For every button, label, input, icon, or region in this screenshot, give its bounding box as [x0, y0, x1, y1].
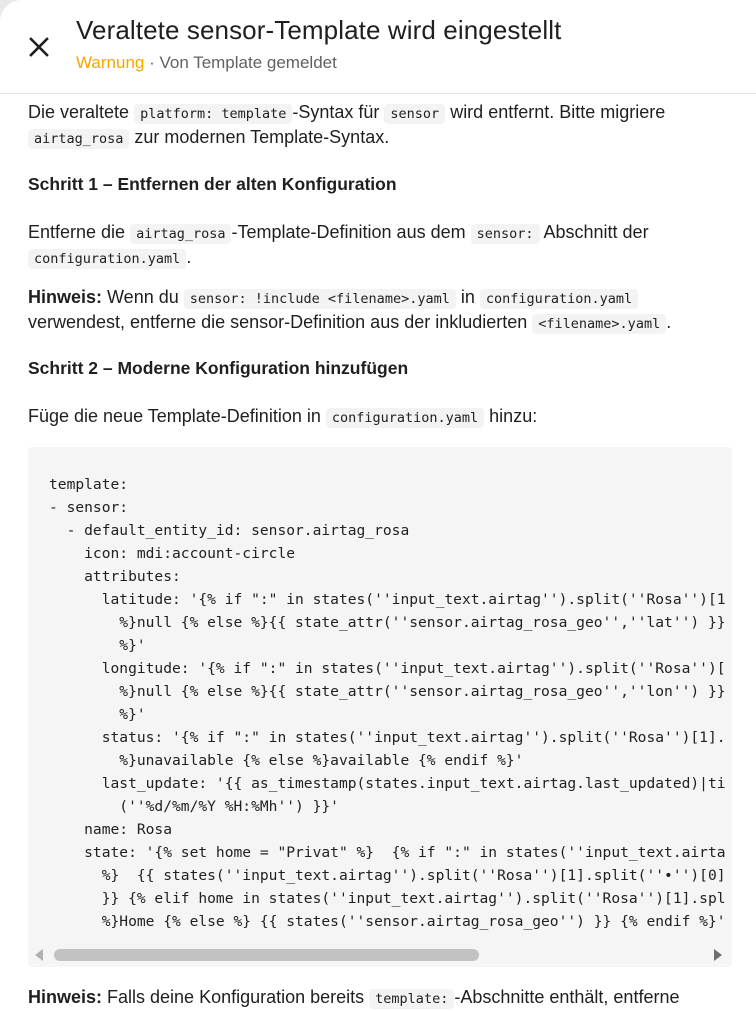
yaml-code — [49, 473, 726, 933]
code-line: (''%d/%m/%Y %H:%Mh'') }}' — [49, 798, 339, 815]
horizontal-scrollbar[interactable] — [0, 942, 732, 968]
issue-source: Von Template gemeldet — [159, 53, 337, 72]
code-line: }} {% elif home in states(''input_text.airtag'').split(''Rosa'')[1].spl — [49, 890, 726, 907]
inline-code: configuration.yaml — [28, 249, 186, 269]
code-line: template: — [49, 476, 129, 493]
step1-heading: Schritt 1 – Entfernen der alten Konfiguration — [28, 174, 397, 194]
code-line: %}null {% else %}{{ state_attr(''sensor.airtag_rosa_geo'',''lat'') }} — [49, 614, 726, 631]
inline-code: airtag_rosa — [28, 129, 129, 149]
scrollbar-thumb[interactable] — [54, 949, 479, 961]
step2-heading: Schritt 2 – Moderne Konfiguration hinzufügen — [28, 358, 409, 378]
dialog-subtitle — [76, 53, 337, 73]
inline-code: sensor: — [471, 224, 540, 244]
code-line: %}null {% else %}{{ state_attr(''sensor.airtag_rosa_geo'',''lon'') }} — [49, 683, 726, 700]
code-block[interactable] — [28, 447, 732, 967]
inline-code: sensor — [384, 104, 445, 124]
code-line: - default_entity_id: sensor.airtag_rosa — [49, 522, 410, 539]
note-label: Hinweis: — [28, 287, 103, 307]
inline-code: <filename>.yaml — [532, 314, 666, 334]
code-line: status: '{% if ":" in states(''input_text.airtag'').split(''Rosa'')[1]. — [49, 729, 726, 746]
code-line: %} {{ states(''input_text.airtag'').split(''Rosa'')[1].split(''•'')[0] — [49, 867, 726, 884]
inline-code: configuration.yaml — [480, 289, 638, 309]
step1-text: Entferne die airtag_rosa -Template-Definition aus dem sensor: Abschnitt der configuration.yaml . — [28, 222, 649, 267]
code-line: name: Rosa — [49, 821, 173, 838]
dialog-header — [0, 0, 756, 94]
code-line: state: '{% set home = "Privat" %} {% if ":" in states(''input_text.airta — [49, 844, 726, 861]
subtitle-separator: · — [144, 53, 160, 72]
note1-text: Hinweis: Wenn du sensor: !include <filename>.yaml in configuration.yaml verwendest, entferne die sensor-Definition aus der inkludierten <filename>.yaml . — [28, 287, 672, 332]
code-line: - sensor: — [49, 499, 129, 516]
code-line: latitude: '{% if ":" in states(''input_text.airtag'').split(''Rosa'')[1 — [49, 591, 726, 608]
inline-code: airtag_rosa — [130, 224, 231, 244]
code-line: attributes: — [49, 568, 181, 585]
inline-code: configuration.yaml — [326, 408, 484, 428]
code-line: %}Home {% else %} {{ states(''sensor.airtag_rosa_geo'') }} {% endif %}' — [49, 913, 726, 930]
note-label: Hinweis: — [28, 987, 103, 1007]
inline-code: template: — [369, 989, 454, 1009]
step2-text: Füge die neue Template-Definition in configuration.yaml hinzu: — [28, 406, 538, 426]
code-line: %}' — [49, 637, 146, 654]
code-line: icon: mdi:account-circle — [49, 545, 296, 562]
arrow-right-icon[interactable] — [714, 949, 722, 961]
code-line: last_update: '{{ as_timestamp(states.input_text.airtag.last_updated)|ti — [49, 775, 726, 792]
inline-code: platform: template — [134, 104, 292, 124]
code-line: %}' — [49, 706, 146, 723]
intro-text: Die veraltete platform: template -Syntax für sensor wird entfernt. Bitte migriere airtag_rosa zur modernen Template-Syntax. — [28, 102, 666, 147]
code-line: longitude: '{% if ":" in states(''input_text.airtag'').split(''Rosa'')[ — [49, 660, 726, 677]
dialog-title: Veraltete sensor-Template wird eingestellt — [76, 15, 562, 45]
inline-code: sensor: !include <filename>.yaml — [184, 289, 456, 309]
arrow-left-icon[interactable] — [35, 949, 43, 961]
close-icon — [28, 36, 50, 58]
close-button[interactable] — [22, 30, 56, 64]
severity-label: Warnung — [76, 53, 145, 72]
code-line: %}unavailable {% else %}available {% endif %}' — [49, 752, 524, 769]
note2-text: Hinweis: Falls deine Konfiguration bereits template: -Abschnitte enthält, entferne — [28, 987, 680, 1007]
